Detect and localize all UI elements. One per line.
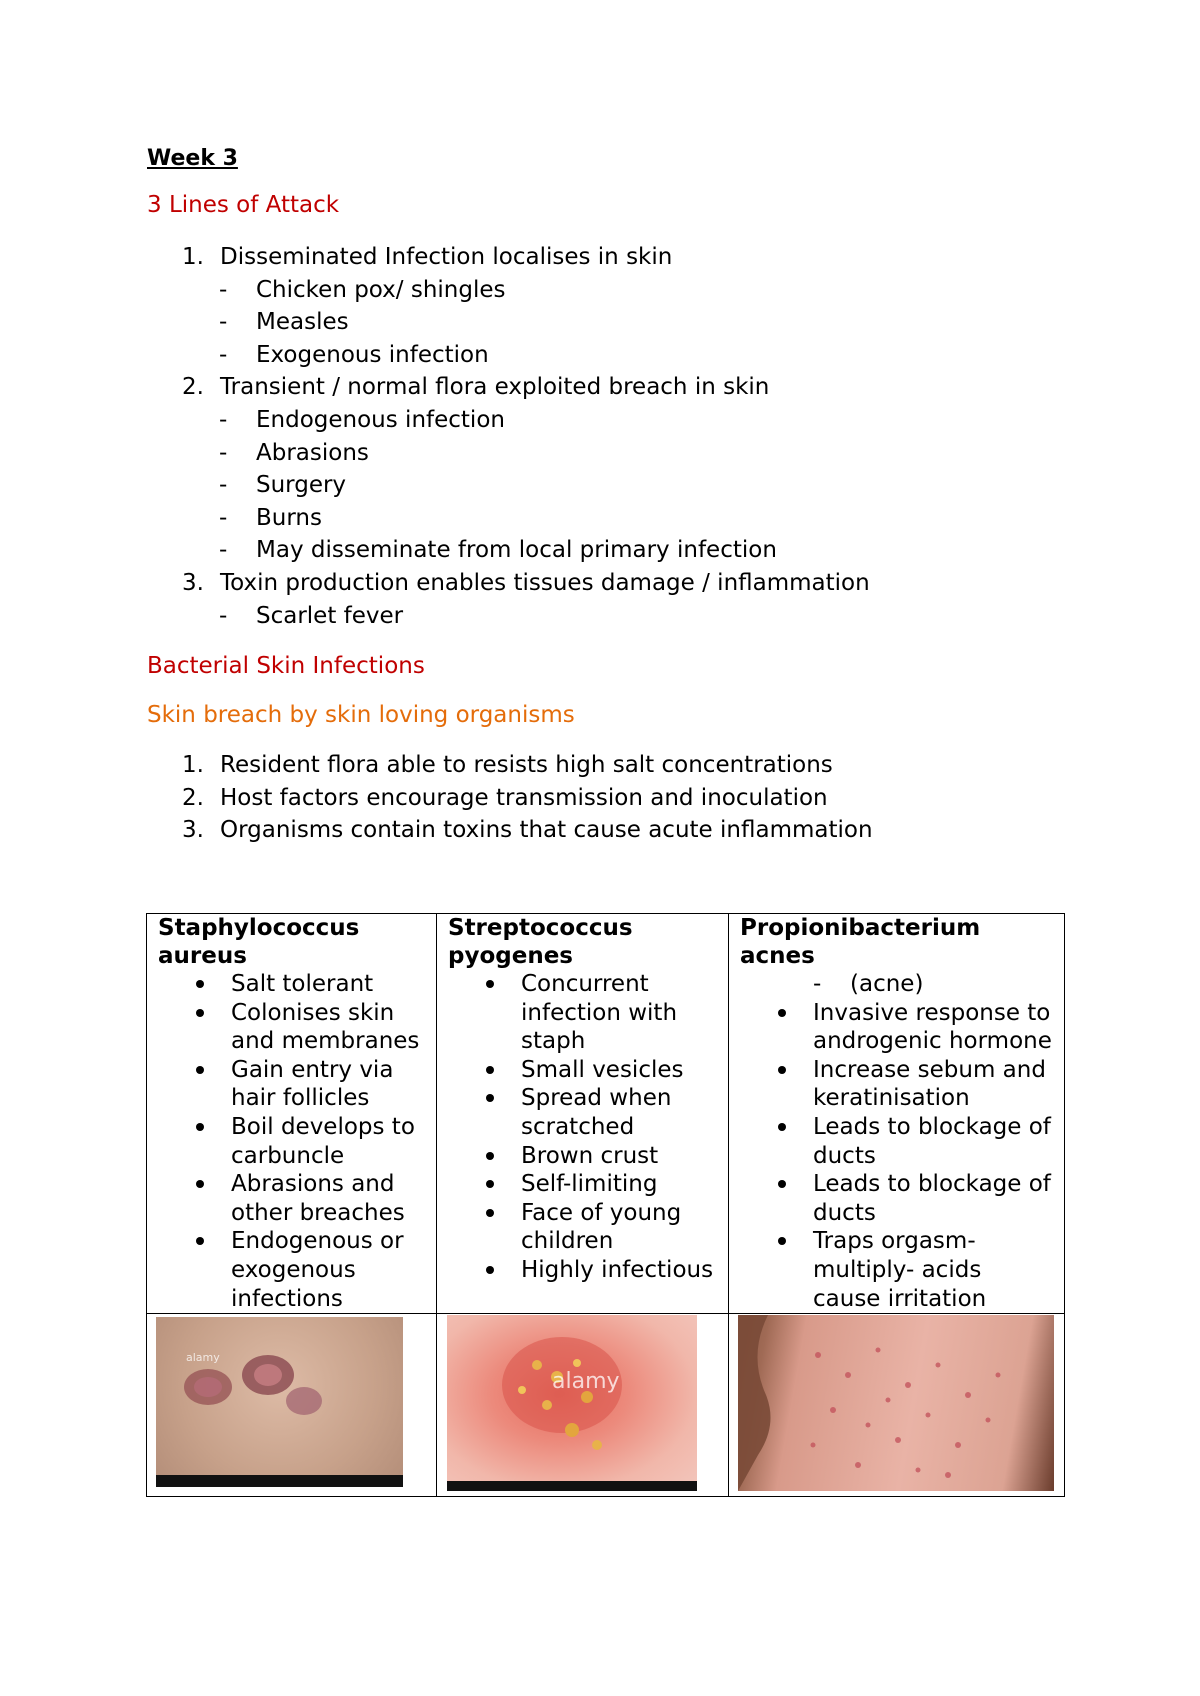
list-item	[437, 1170, 720, 1199]
list-item-text: Spread when scratched	[521, 1085, 672, 1140]
bullet-icon	[778, 1237, 786, 1245]
sub-item-text: Endogenous infection	[256, 406, 505, 433]
item-text: Organisms contain toxins that cause acute inflammation	[220, 817, 873, 844]
dash-marker: -	[219, 439, 228, 466]
item-text: Host factors encourage transmission and inoculation	[220, 784, 828, 811]
list-item-text: Gain entry via hair follicles	[231, 1056, 394, 1112]
sub-item-text: Surgery	[256, 472, 347, 499]
list-item-text: Abrasions and other breaches	[231, 1171, 405, 1226]
feature-list	[729, 970, 1064, 1313]
list-item-text: Boil develops to carbuncle	[231, 1113, 415, 1169]
list-item-text: Colonises skin and membranes	[231, 999, 420, 1055]
document-title: Week 3	[147, 146, 238, 171]
image-cell-streptococcus	[437, 1314, 729, 1497]
dash-marker: -	[219, 537, 228, 564]
item-number: 2.	[182, 784, 204, 811]
list-item	[437, 970, 720, 1056]
skin-breach-list	[147, 749, 1097, 847]
sub-item	[147, 600, 1097, 633]
list-item	[729, 1056, 1056, 1113]
list-item-text: Leads to blockage of ducts	[813, 1171, 1051, 1226]
bullet-icon	[196, 1066, 204, 1074]
list-item	[437, 1084, 720, 1141]
item-text: Resident flora able to resists high salt concentrations	[220, 752, 833, 778]
numbered-item	[147, 241, 1097, 274]
sub-item-text: Chicken pox/ shingles	[256, 276, 506, 303]
sub-item-text: Burns	[256, 504, 322, 531]
list-item-text: Salt tolerant	[231, 971, 374, 997]
section-heading-lines-of-attack: 3 Lines of Attack	[147, 192, 340, 218]
list-item	[729, 999, 1056, 1056]
sub-item	[147, 437, 1097, 470]
list-item-text: Concurrent infection with staph	[521, 971, 678, 1055]
numbered-item	[147, 782, 1097, 815]
list-item-text: Small vesicles	[521, 1056, 684, 1083]
sub-item-text: Scarlet fever	[256, 602, 404, 629]
list-item-text: Leads to blockage of ducts	[813, 1113, 1051, 1169]
table-cell-propionibacterium	[729, 914, 1065, 1314]
acne-skin-photo	[738, 1315, 1054, 1491]
impetigo-skin-image	[447, 1315, 697, 1491]
bullet-icon	[196, 980, 204, 988]
item-number: 1.	[182, 244, 204, 270]
sub-item	[147, 339, 1097, 372]
bullet-icon	[778, 1180, 786, 1188]
table-row	[147, 914, 1065, 1314]
list-item	[147, 1113, 428, 1170]
dash-marker: -	[219, 406, 228, 433]
list-item-text: Face of young children	[521, 1199, 682, 1255]
organism-name: Propionibacterium acnes	[740, 915, 981, 969]
section-heading-bacterial-skin-infections: Bacterial Skin Infections	[147, 653, 425, 679]
list-item	[729, 1227, 1056, 1313]
table-row-images	[147, 1314, 1065, 1497]
list-item-text: (acne)	[850, 971, 924, 997]
bullet-icon	[778, 1123, 786, 1131]
list-item-text: Increase sebum and keratinisation	[813, 1056, 1046, 1112]
watermark-text: alamy	[186, 1351, 220, 1365]
sub-item	[147, 274, 1097, 307]
watermark-text: alamy	[552, 1369, 620, 1395]
dash-marker: -	[219, 602, 228, 629]
list-item	[147, 999, 428, 1056]
item-number: 1.	[182, 752, 204, 778]
bullet-icon	[486, 1266, 494, 1274]
boil-skin-image	[156, 1317, 403, 1487]
sub-item	[147, 404, 1097, 437]
bullet-icon	[486, 1094, 494, 1102]
bullet-icon	[486, 980, 494, 988]
list-item	[729, 1170, 1056, 1227]
bullet-icon	[486, 1066, 494, 1074]
item-number: 3.	[182, 569, 204, 596]
sub-item-text: Exogenous infection	[256, 341, 489, 368]
bullet-icon	[486, 1209, 494, 1217]
subheading-skin-breach: Skin breach by skin loving organisms	[147, 702, 575, 728]
image-cell-staphylococcus	[147, 1314, 437, 1497]
acne-skin-image	[738, 1315, 1054, 1491]
list-item-text: Traps orgasm- multiply- acids cause irritation	[813, 1228, 987, 1312]
bullet-icon	[778, 1009, 786, 1017]
numbered-item	[147, 371, 1097, 404]
dash-marker: -	[219, 341, 228, 368]
numbered-item	[147, 567, 1097, 600]
organism-name: Streptococcus pyogenes	[448, 915, 633, 969]
organism-name: Staphylococcus aureus	[158, 915, 360, 969]
item-number: 2.	[182, 374, 204, 401]
dash-marker: -	[219, 472, 228, 499]
list-item	[437, 1199, 720, 1256]
sub-item	[147, 469, 1097, 502]
table-cell-staphylococcus	[147, 914, 437, 1314]
sub-item	[147, 306, 1097, 339]
bullet-icon	[196, 1009, 204, 1017]
dash-marker: -	[219, 309, 228, 336]
sub-item-text: Abrasions	[256, 439, 369, 466]
bullet-icon	[778, 1066, 786, 1074]
bullet-icon	[486, 1180, 494, 1188]
list-item	[147, 970, 428, 999]
dash-marker: -	[813, 971, 822, 997]
lines-of-attack-list	[147, 241, 1097, 632]
list-item-text: Invasive response to androgenic hormone	[813, 999, 1052, 1055]
boil-skin-photo	[156, 1317, 403, 1487]
image-cell-propionibacterium	[729, 1314, 1065, 1497]
sub-item	[147, 502, 1097, 535]
list-item	[147, 1227, 428, 1313]
list-item	[729, 970, 1056, 999]
bullet-icon	[196, 1180, 204, 1188]
list-item-text: Self-limiting	[521, 1171, 658, 1198]
bullet-icon	[196, 1237, 204, 1245]
feature-list	[147, 970, 436, 1313]
item-number: 3.	[182, 817, 204, 844]
list-item	[147, 1170, 428, 1227]
feature-list	[437, 970, 728, 1285]
sub-item-text: Measles	[256, 309, 349, 336]
list-item	[437, 1056, 720, 1085]
list-item-text: Endogenous or exogenous infections	[231, 1228, 404, 1312]
item-text: Toxin production enables tissues damage / inflammation	[220, 569, 870, 596]
bullet-icon	[486, 1152, 494, 1160]
list-item	[147, 1056, 428, 1113]
sub-item-text: May disseminate from local primary infection	[256, 537, 777, 564]
sub-item	[147, 534, 1097, 567]
numbered-item	[147, 814, 1097, 847]
list-item	[729, 1113, 1056, 1170]
list-item-text: Highly infectious	[521, 1256, 714, 1283]
list-item	[437, 1256, 720, 1285]
item-text: Transient / normal flora exploited breach in skin	[220, 374, 770, 401]
dash-marker: -	[219, 504, 228, 531]
impetigo-skin-photo	[447, 1315, 697, 1491]
bacteria-table	[146, 913, 1065, 1497]
numbered-item	[147, 749, 1097, 782]
list-item-text: Brown crust	[521, 1142, 659, 1169]
list-item	[437, 1142, 720, 1171]
item-text: Disseminated Infection localises in skin	[220, 244, 673, 270]
bullet-icon	[196, 1123, 204, 1131]
table-cell-streptococcus	[437, 914, 729, 1314]
dash-marker: -	[219, 276, 228, 303]
